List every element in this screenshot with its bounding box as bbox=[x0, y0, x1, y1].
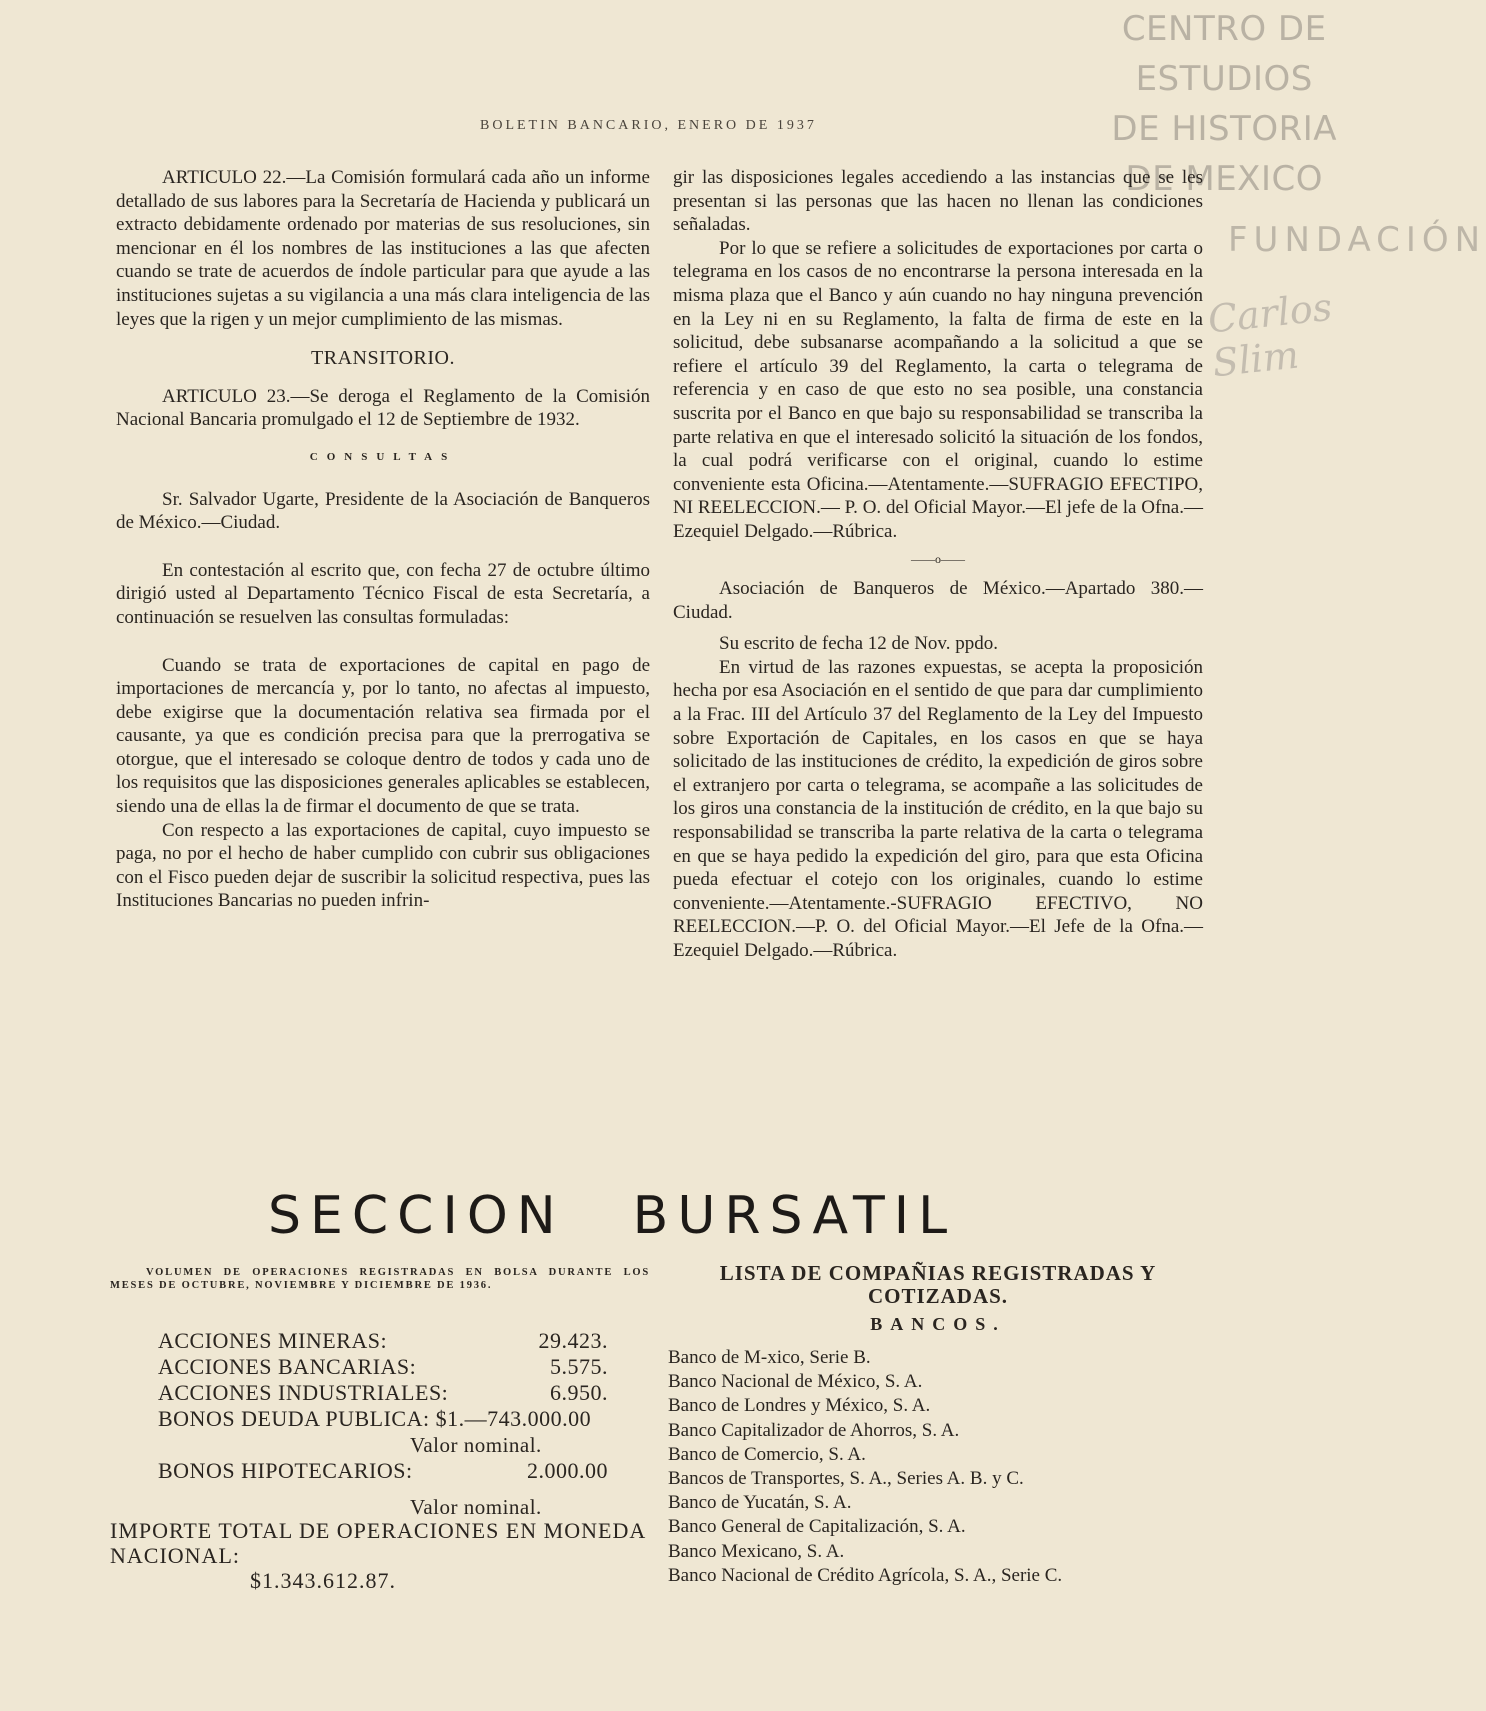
volume-label: ACCIONES BANCARIAS: bbox=[158, 1354, 417, 1379]
paragraph: Con respecto a las exportaciones de capital, cuyo impuesto se paga, no por el hecho de haber cumplido con cubrir sus obligaciones con el Fisco pueden dejar de suscribir la solicitud respectiva, pues las Instituciones Bancarias no pueden infrin- bbox=[116, 819, 650, 912]
total-value: $1.343.612.87. bbox=[250, 1568, 396, 1593]
left-column bbox=[116, 166, 650, 913]
volume-label: BONOS DEUDA PUBLICA: $1.—743.000.00 bbox=[158, 1406, 592, 1431]
bank-list bbox=[668, 1346, 1208, 1588]
watermark-line: ESTUDIOS bbox=[1135, 59, 1313, 99]
volume-row bbox=[158, 1328, 638, 1354]
list-item: Banco Nacional de México, S. A. bbox=[668, 1371, 923, 1393]
volume-value: 6.950. bbox=[550, 1380, 608, 1405]
list-item: Banco de Yucatán, S. A. bbox=[668, 1492, 852, 1514]
volume-note: Valor nominal. bbox=[410, 1433, 542, 1457]
paragraph: En contestación al escrito que, con fecha 27 de octubre último dirigió usted al Departamento Técnico Fiscal de esta Secretaría, a continuación se resuelven las consultas formuladas: bbox=[116, 559, 650, 628]
volume-value: 29.423. bbox=[538, 1328, 608, 1353]
companies-title: LISTA DE COMPAÑIAS REGISTRADAS Y COTIZADAS. bbox=[719, 1261, 1157, 1308]
consultas-heading: CONSULTAS bbox=[309, 450, 457, 463]
total-operations bbox=[110, 1518, 650, 1593]
list-item: Banco de Londres y México, S. A. bbox=[668, 1395, 931, 1417]
list-item: Banco General de Capitalización, S. A. bbox=[668, 1516, 966, 1538]
volume-label: ACCIONES INDUSTRIALES: bbox=[158, 1380, 449, 1405]
volume-title: VOLUMEN DE OPERACIONES REGISTRADAS EN BOLSA DURANTE LOS MESES DE OCTUBRE, NOVIEMBRE Y DICIEMBRE DE 1936. bbox=[110, 1267, 650, 1291]
volume-table bbox=[158, 1328, 638, 1520]
volume-value: 2.000.00 bbox=[527, 1458, 608, 1483]
volume-label: BONOS HIPOTECARIOS: bbox=[158, 1458, 413, 1483]
list-item: Banco de Comercio, S. A. bbox=[668, 1443, 866, 1465]
volume-value: 5.575. bbox=[550, 1354, 608, 1379]
section-title-word: SECCION bbox=[268, 1186, 565, 1246]
total-label: IMPORTE TOTAL DE OPERACIONES EN MONEDA NACIONAL: bbox=[110, 1518, 646, 1568]
watermark-line: CENTRO DE bbox=[1121, 9, 1327, 49]
section-title bbox=[268, 1186, 1024, 1246]
volume-value bbox=[608, 1406, 638, 1432]
separator: ——o—— bbox=[911, 551, 965, 566]
article-23: ARTICULO 23.—Se deroga el Reglamento de la Comisión Nacional Bancaria promulgado el 12 de Septiembre de 1932. bbox=[116, 385, 650, 431]
list-item: Banco de M-xico, Serie B. bbox=[668, 1347, 871, 1368]
paragraph: Por lo que se refiere a solicitudes de exportaciones por carta o telegrama en los casos de no encontrarse la persona interesada en la misma plaza que el Banco y aún cuando no hay ninguna prevención en la Ley ni en su Reglamento, la falta de firma de este en la solicitud, debe subsanarse acompañando a la solicitud a que se refiere el artículo 39 del Reglamento, la carta o telegrama de referencia y en caso de que esto no sea posible, una constancia suscrita por el Banco en que bajo su responsabilidad se transcriba la parte relativa en que el interesado solicitó la situación de los fondos, la cual podrá verificarse con el original, cuando lo estime conveniente esta Oficina.—Atentamente.—SUFRAGIO EFECTIPO, NI REELECCION.— P. O. del Oficial Mayor.—El jefe de la Ofna.—Ezequiel Delgado.—Rúbrica. bbox=[673, 237, 1203, 542]
volume-note: Valor nominal. bbox=[410, 1495, 542, 1519]
paragraph: En virtud de las razones expuestas, se acepta la proposición hecha por esa Asociación en el sentido de que para dar cumplimiento a la Frac. III del Artículo 37 del Reglamento de la Ley del Impuesto sobre Exportación de Capitales, en los casos en que se haya solicitado de las instituciones de crédito, la expedición de giros sobre el extranjero por carta o telegrama, se acompañe a las solicitudes de los giros una constancia de la institución de crédito, en la que bajo su responsabilidad se transcriba la parte relativa de la carta o telegrama en que se haya pedido la expedición del giro, para que esta Oficina pueda efectuar el cotejo con los originales, cuando lo estime conveniente.—Atentamente.-SUFRAGIO EFECTIVO, NO REELECCION.—P. O. del Oficial Mayor.—El Jefe de la Ofna.—Ezequiel Delgado.—Rúbrica. bbox=[673, 656, 1203, 961]
transitorio-heading: TRANSITORIO. bbox=[311, 347, 455, 370]
list-item: Banco Nacional de Crédito Agrícola, S. A., Serie C. bbox=[668, 1564, 1063, 1586]
address-line: Sr. Salvador Ugarte, Presidente de la Asociación de Banqueros de México.—Ciudad. bbox=[116, 488, 650, 534]
section-title-word: BURSATIL bbox=[632, 1186, 957, 1246]
volume-row bbox=[158, 1458, 638, 1484]
volume-row bbox=[158, 1406, 638, 1432]
volume-row bbox=[158, 1380, 638, 1406]
watermark-line: DE MEXICO bbox=[1125, 159, 1323, 199]
list-item: Banco Capitalizador de Ahorros, S. A. bbox=[668, 1419, 960, 1441]
paragraph: Su escrito de fecha 12 de Nov. ppdo. bbox=[719, 633, 998, 655]
list-item: Bancos de Transportes, S. A., Series A. B. y C. bbox=[668, 1468, 1024, 1490]
watermark-foundation: FUNDACIÓN bbox=[1228, 220, 1486, 260]
running-head: BOLETIN BANCARIO, ENERO DE 1937 bbox=[480, 118, 817, 133]
right-column bbox=[673, 166, 1203, 963]
companies-subtitle: BANCOS. bbox=[870, 1314, 1006, 1334]
volume-row bbox=[158, 1354, 638, 1380]
paragraph: gir las disposiciones legales accediendo a las instancias que se les presentan si las personas que las hacen no llenan las condiciones señaladas. bbox=[673, 167, 1203, 236]
watermark-signature: Carlos Slim bbox=[1205, 284, 1335, 386]
watermark-line: DE HISTORIA bbox=[1111, 109, 1337, 149]
paragraph: Cuando se trata de exportaciones de capital en pago de importaciones de mercancía y, por lo tanto, no afectas al impuesto, debe exigirse que la documentación relativa sea firmada por el causante, ya que es condición precisa para que la prerrogativa se otorgue, que el interesado se coloque dentro de todos y cada uno de los requisitos que las disposiciones generales aplicables se establecen, siendo una de ellas la de firmar el documento de que se trata. bbox=[116, 654, 650, 818]
list-item: Banco Mexicano, S. A. bbox=[668, 1540, 845, 1562]
volume-label: ACCIONES MINERAS: bbox=[158, 1328, 388, 1353]
address-line: Asociación de Banqueros de México.—Apartado 380.—Ciudad. bbox=[673, 578, 1203, 623]
article-22: ARTICULO 22.—La Comisión formulará cada año un informe detallado de sus labores para la Secretaría de Hacienda y publicará un extracto debidamente ordenado por materias de sus resoluciones, sin mencionar en él los nombres de las instituciones a las que afecten cuando se trate de acuerdos de índole particular para que ayude a las instituciones sujetas a su vigilancia a una más clara inteligencia de las leyes que la rigen y un mejor cumplimiento de las mismas. bbox=[116, 167, 650, 330]
